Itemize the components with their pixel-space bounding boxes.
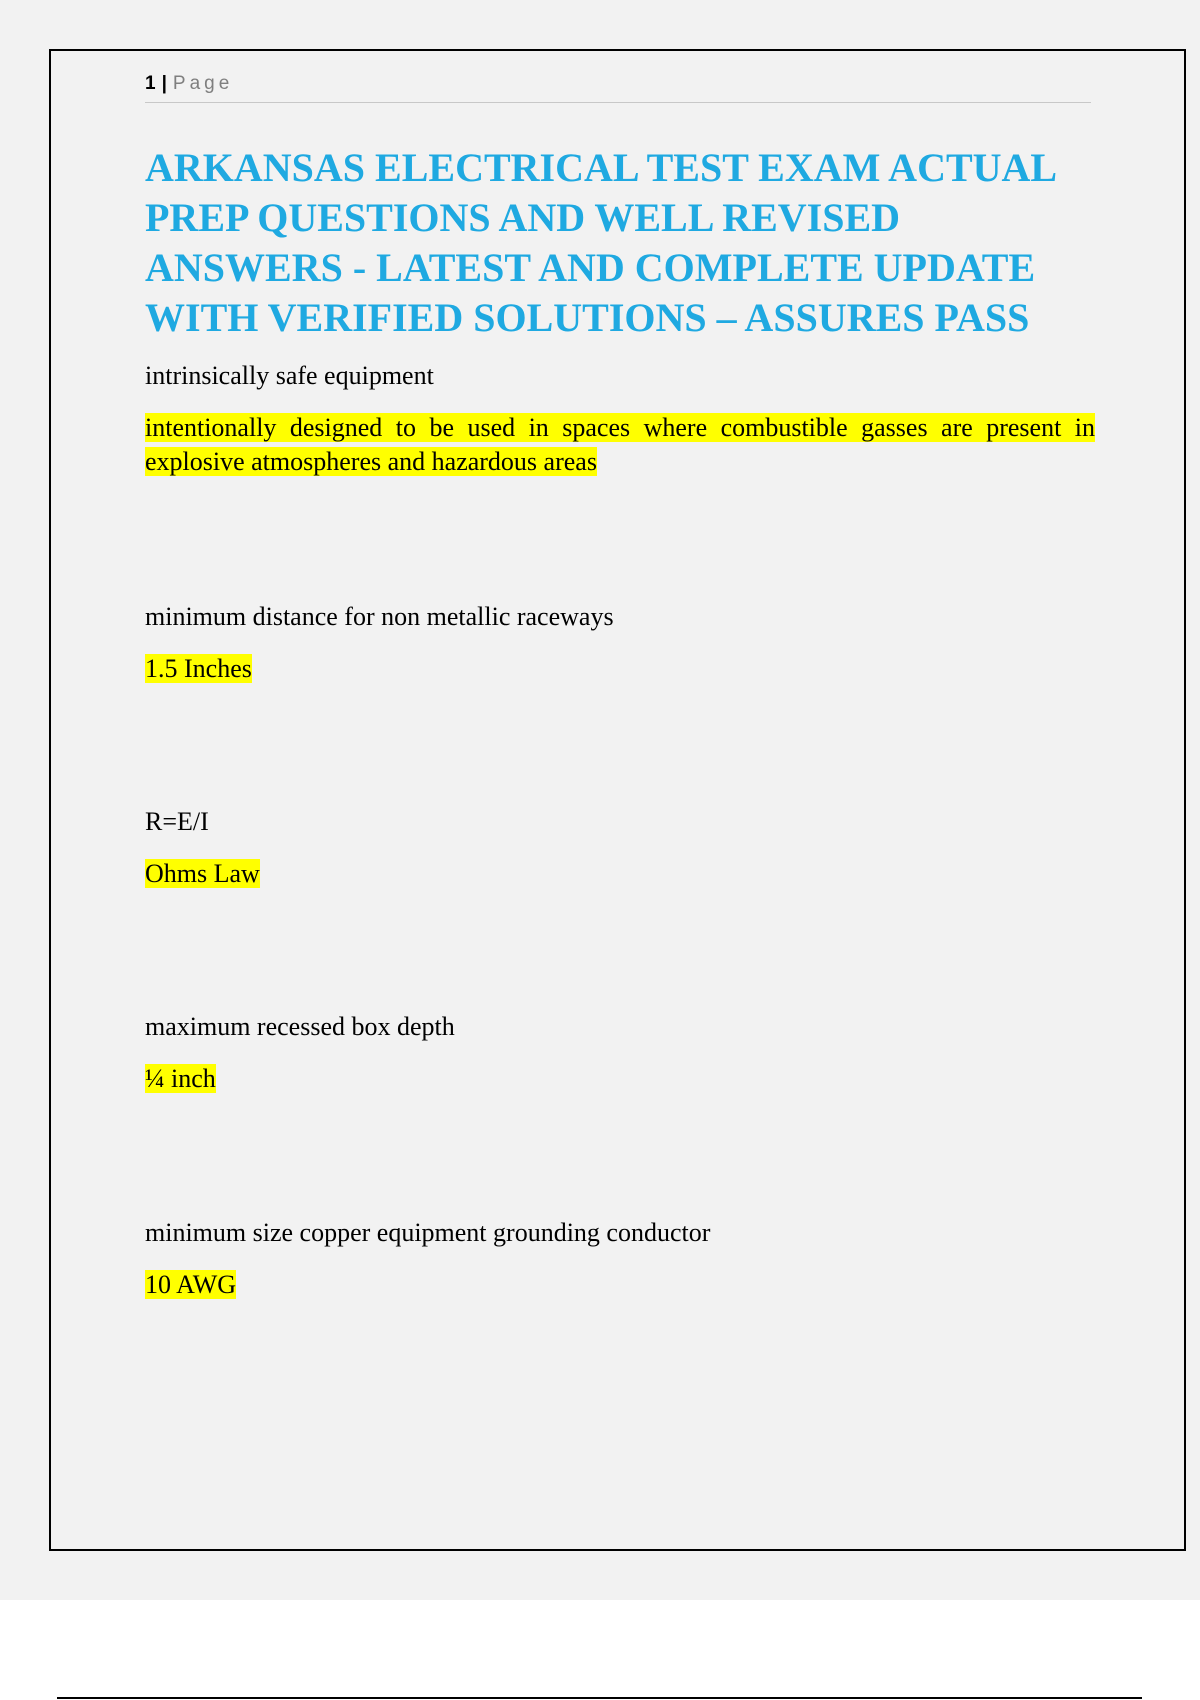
question-text: intrinsically safe equipment	[145, 361, 434, 390]
qa-item	[145, 359, 1095, 479]
page-number: 1	[145, 73, 156, 94]
answer-highlight: 10 AWG	[145, 1270, 237, 1299]
document-title: ARKANSAS ELECTRICAL TEST EXAM ACTUAL PREP QUESTIONS AND WELL REVISED ANSWERS - LATEST AND COMPLETE UPDATE WITH VERIFIED SOLUTIONS – ASSURES PASS	[145, 145, 1055, 340]
answer-text	[145, 411, 1095, 479]
answer-highlight: intentionally designed to be used in spaces where combustible gasses are present in explosive atmospheres and hazardous areas	[145, 413, 1095, 476]
qa-item	[145, 1216, 1095, 1302]
answer-text	[145, 652, 1095, 686]
qa-item	[145, 805, 1095, 891]
answer-highlight: Ohms Law	[145, 859, 260, 888]
answer-highlight: 1.5 Inches	[145, 654, 252, 683]
answer-text	[145, 1268, 1095, 1302]
answer-highlight: ¼ inch	[145, 1064, 216, 1093]
qa-item	[145, 1010, 1095, 1096]
question-text: maximum recessed box depth	[145, 1012, 455, 1041]
question-text: R=E/I	[145, 807, 209, 836]
next-page-top-rule	[57, 1697, 1142, 1699]
answer-text	[145, 857, 1095, 891]
question-text: minimum size copper equipment grounding conductor	[145, 1218, 711, 1247]
page-separator: |	[161, 73, 167, 94]
page-label: Page	[172, 73, 234, 94]
page-header	[145, 72, 1091, 103]
answer-text	[145, 1062, 1095, 1096]
question-text: minimum distance for non metallic raceways	[145, 602, 614, 631]
qa-item	[145, 600, 1095, 686]
